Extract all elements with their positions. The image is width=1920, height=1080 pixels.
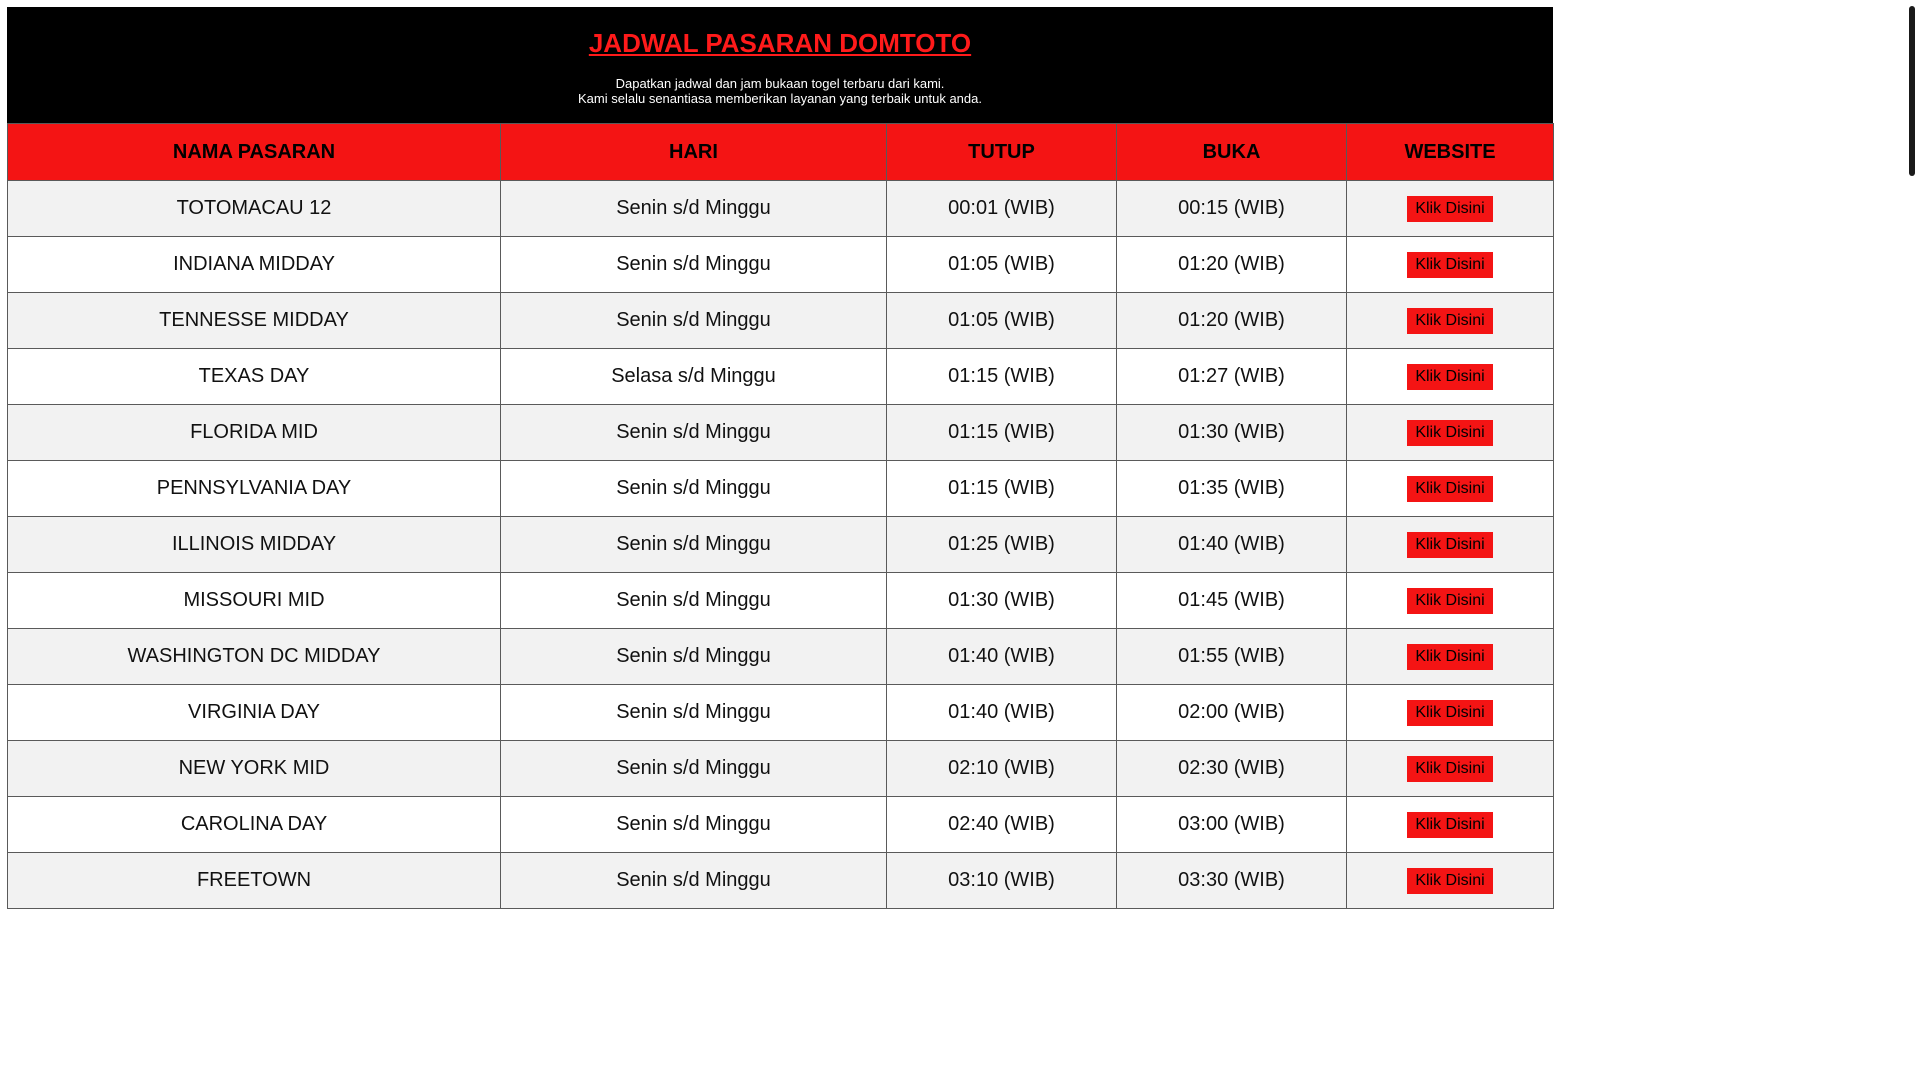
close-time-cell: 01:15 (WIB) [887,405,1117,461]
table-row [8,573,1554,629]
open-time-cell: 01:30 (WIB) [1117,405,1347,461]
market-name-cell: MISSOURI MID [8,573,501,629]
klik-disini-button[interactable]: Klik Disini [1407,420,1492,446]
close-time-cell: 02:40 (WIB) [887,797,1117,853]
klik-disini-button[interactable]: Klik Disini [1407,756,1492,782]
table-row [8,517,1554,573]
day-cell: Senin s/d Minggu [501,741,887,797]
table-row [8,685,1554,741]
table-row [8,181,1554,237]
klik-disini-button[interactable]: Klik Disini [1407,364,1492,390]
klik-disini-button[interactable]: Klik Disini [1407,588,1492,614]
website-cell [1347,573,1554,629]
open-time-cell: 02:00 (WIB) [1117,685,1347,741]
market-name-cell: CAROLINA DAY [8,797,501,853]
open-time-cell: 00:15 (WIB) [1117,181,1347,237]
subtitle-line-2: Kami selalu senantiasa memberikan layanan yang terbaik untuk anda. [578,91,982,106]
close-time-cell: 01:40 (WIB) [887,629,1117,685]
close-time-cell: 01:15 (WIB) [887,349,1117,405]
table-body [8,181,1554,909]
open-time-cell: 03:00 (WIB) [1117,797,1347,853]
market-name-cell: NEW YORK MID [8,741,501,797]
open-time-cell: 01:45 (WIB) [1117,573,1347,629]
open-time-cell: 01:20 (WIB) [1117,237,1347,293]
market-name-cell: TOTOMACAU 12 [8,181,501,237]
day-cell: Senin s/d Minggu [501,517,887,573]
open-time-cell: 01:55 (WIB) [1117,629,1347,685]
market-name-cell: PENNSYLVANIA DAY [8,461,501,517]
klik-disini-button[interactable]: Klik Disini [1407,868,1492,894]
open-time-cell: 01:40 (WIB) [1117,517,1347,573]
day-cell: Senin s/d Minggu [501,797,887,853]
close-time-cell: 01:15 (WIB) [887,461,1117,517]
table-row [8,349,1554,405]
klik-disini-button[interactable]: Klik Disini [1407,532,1492,558]
table-row [8,853,1554,909]
website-cell [1347,181,1554,237]
close-time-cell: 03:10 (WIB) [887,853,1117,909]
page-title[interactable]: JADWAL PASARAN DOMTOTO [588,28,972,58]
scrollbar-thumb[interactable] [1909,6,1915,176]
table-row [8,461,1554,517]
close-time-cell: 01:05 (WIB) [887,293,1117,349]
close-time-cell: 01:40 (WIB) [887,685,1117,741]
website-cell [1347,517,1554,573]
market-name-cell: TENNESSE MIDDAY [8,293,501,349]
page-subtitle [7,76,1553,106]
website-cell [1347,741,1554,797]
column-header-website: WEBSITE [1347,124,1554,181]
website-cell [1347,293,1554,349]
day-cell: Selasa s/d Minggu [501,349,887,405]
column-header-tutup: TUTUP [887,124,1117,181]
open-time-cell: 01:35 (WIB) [1117,461,1347,517]
klik-disini-button[interactable]: Klik Disini [1407,700,1492,726]
column-header-hari: HARI [501,124,887,181]
klik-disini-button[interactable]: Klik Disini [1407,812,1492,838]
open-time-cell: 02:30 (WIB) [1117,741,1347,797]
table-row [8,405,1554,461]
website-cell [1347,629,1554,685]
table-row [8,293,1554,349]
website-cell [1347,853,1554,909]
open-time-cell: 01:27 (WIB) [1117,349,1347,405]
day-cell: Senin s/d Minggu [501,853,887,909]
website-cell [1347,237,1554,293]
day-cell: Senin s/d Minggu [501,181,887,237]
close-time-cell: 01:25 (WIB) [887,517,1117,573]
table-row [8,797,1554,853]
day-cell: Senin s/d Minggu [501,685,887,741]
table-row [8,741,1554,797]
klik-disini-button[interactable]: Klik Disini [1407,196,1492,222]
open-time-cell: 01:20 (WIB) [1117,293,1347,349]
day-cell: Senin s/d Minggu [501,461,887,517]
table-row [8,629,1554,685]
market-name-cell: INDIANA MIDDAY [8,237,501,293]
market-name-cell: TEXAS DAY [8,349,501,405]
website-cell [1347,461,1554,517]
website-cell [1347,797,1554,853]
day-cell: Senin s/d Minggu [501,237,887,293]
page-header [7,7,1553,123]
website-cell [1347,405,1554,461]
close-time-cell: 01:30 (WIB) [887,573,1117,629]
subtitle-line-1: Dapatkan jadwal dan jam bukaan togel terbaru dari kami. [615,76,945,91]
open-time-cell: 03:30 (WIB) [1117,853,1347,909]
klik-disini-button[interactable]: Klik Disini [1407,644,1492,670]
day-cell: Senin s/d Minggu [501,405,887,461]
market-name-cell: FREETOWN [8,853,501,909]
close-time-cell: 01:05 (WIB) [887,237,1117,293]
close-time-cell: 00:01 (WIB) [887,181,1117,237]
market-name-cell: ILLINOIS MIDDAY [8,517,501,573]
website-cell [1347,685,1554,741]
market-name-cell: FLORIDA MID [8,405,501,461]
schedule-page [7,7,1553,909]
market-name-cell: WASHINGTON DC MIDDAY [8,629,501,685]
column-header-nama-pasaran: NAMA PASARAN [8,124,501,181]
website-cell [1347,349,1554,405]
column-header-buka: BUKA [1117,124,1347,181]
day-cell: Senin s/d Minggu [501,573,887,629]
market-name-cell: VIRGINIA DAY [8,685,501,741]
klik-disini-button[interactable]: Klik Disini [1407,308,1492,334]
vertical-scrollbar[interactable] [1905,0,1920,882]
day-cell: Senin s/d Minggu [501,629,887,685]
klik-disini-button[interactable]: Klik Disini [1407,252,1492,278]
close-time-cell: 02:10 (WIB) [887,741,1117,797]
table-row [8,237,1554,293]
table-header-row [8,124,1554,181]
day-cell: Senin s/d Minggu [501,293,887,349]
schedule-table [7,123,1554,909]
klik-disini-button[interactable]: Klik Disini [1407,476,1492,502]
